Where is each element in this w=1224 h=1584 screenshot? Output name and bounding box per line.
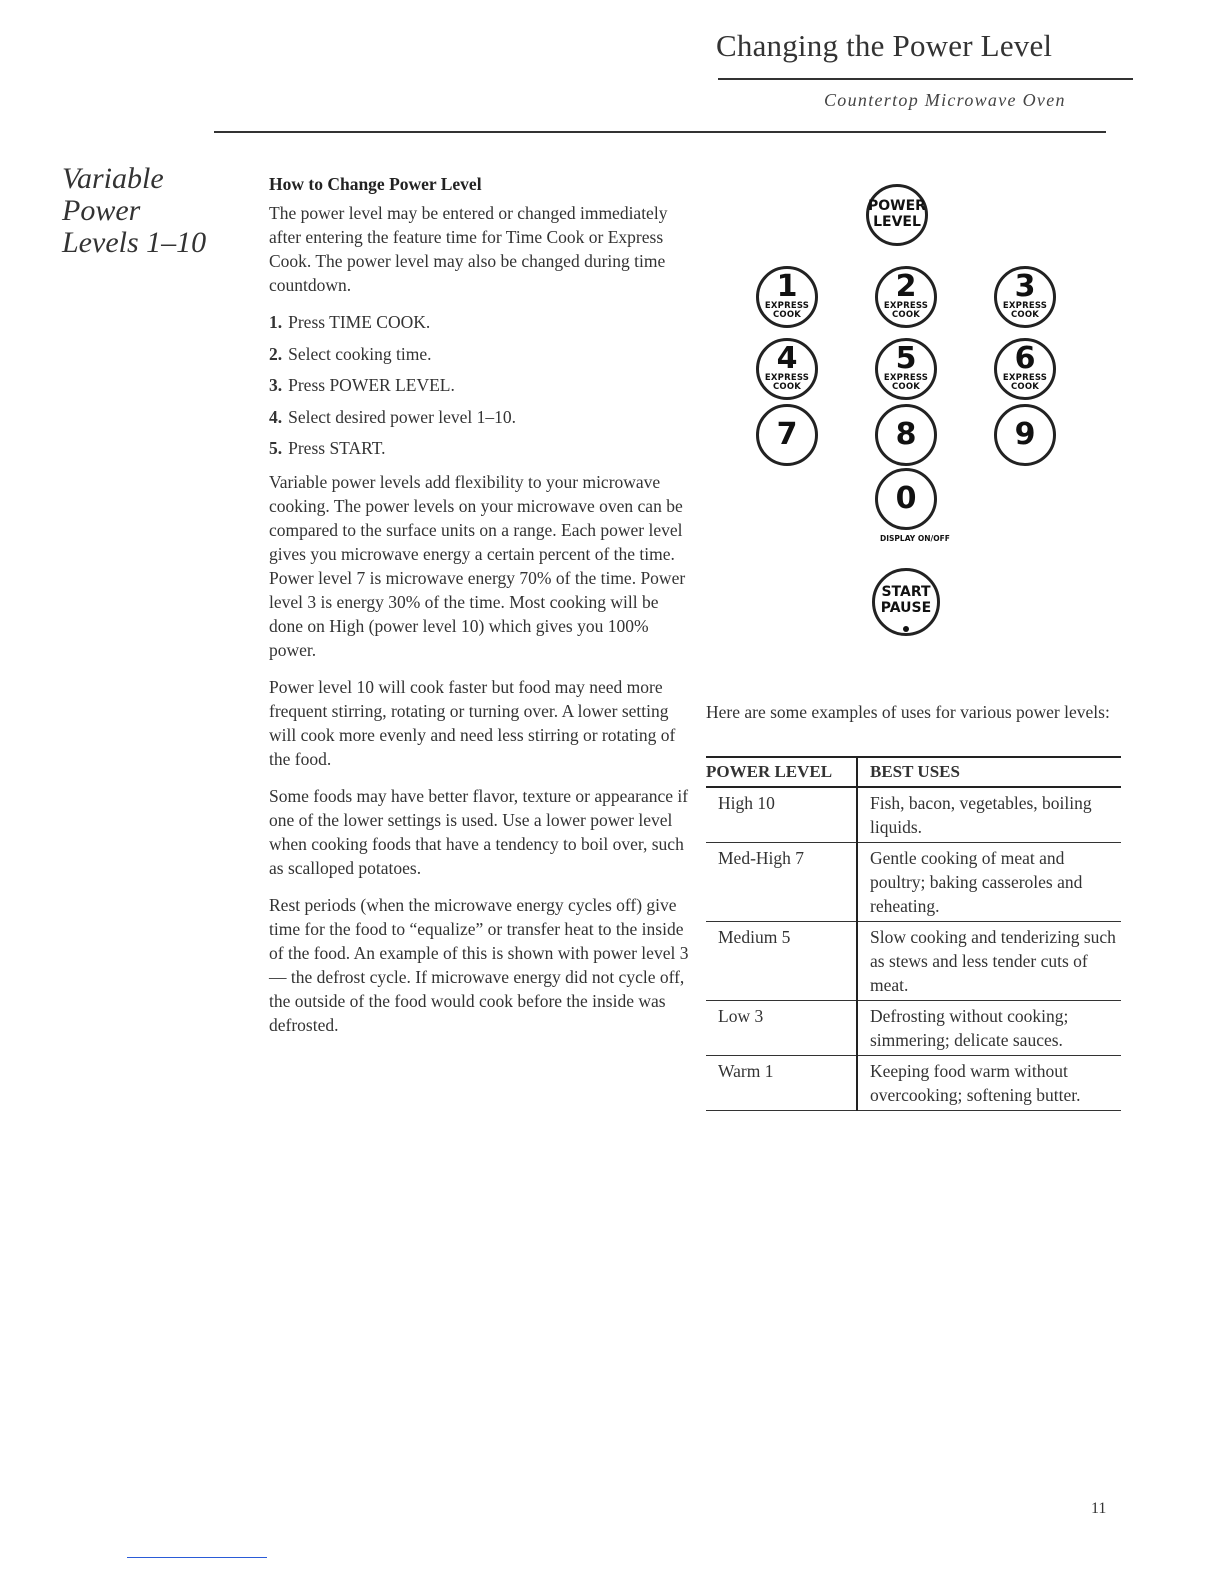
power-level-cell: Med-High 7 bbox=[706, 843, 857, 922]
column-header-power-level: POWER LEVEL bbox=[706, 757, 857, 787]
key-digit: 9 bbox=[1014, 417, 1036, 452]
best-uses-cell: Fish, bacon, vegetables, boiling liquids. bbox=[857, 787, 1121, 843]
number-key-6 bbox=[994, 338, 1056, 400]
key-sublabel: EXPRESS bbox=[764, 301, 810, 311]
table-row bbox=[706, 787, 1121, 843]
number-key-4 bbox=[756, 338, 818, 400]
key-digit: 8 bbox=[895, 417, 917, 452]
key-digit: 2 bbox=[895, 269, 917, 304]
step-number: 3. bbox=[269, 375, 283, 395]
step-text: Select cooking time. bbox=[288, 343, 432, 364]
column-header-best-uses: BEST USES bbox=[857, 757, 1121, 787]
table-row bbox=[706, 922, 1121, 1001]
examples-intro: Here are some examples of uses for various power levels: bbox=[706, 702, 1110, 722]
key-digit: 5 bbox=[895, 341, 917, 376]
number-key-5 bbox=[875, 338, 937, 400]
number-key-8 bbox=[875, 404, 937, 466]
page-title: Changing the Power Level bbox=[716, 28, 1053, 63]
step-text: Select desired power level 1–10. bbox=[288, 406, 517, 427]
step-number: 5. bbox=[269, 438, 283, 458]
power-level-key bbox=[866, 184, 928, 246]
power-level-table bbox=[706, 756, 1121, 1111]
footer-link-underline bbox=[127, 1557, 267, 1558]
section-heading-line: Power bbox=[62, 194, 141, 227]
instructions-subheading: How to Change Power Level bbox=[269, 174, 482, 194]
step-item bbox=[269, 310, 689, 334]
section-heading-line: Variable bbox=[62, 162, 164, 195]
key-sublabel: COOK bbox=[891, 310, 921, 320]
key-digit: 4 bbox=[776, 341, 798, 376]
number-key-2 bbox=[875, 266, 937, 328]
key-sublabel: EXPRESS bbox=[883, 301, 929, 311]
step-text: Press START. bbox=[288, 438, 386, 458]
best-uses-cell: Defrosting without cooking; simmering; delicate sauces. bbox=[857, 1001, 1121, 1056]
keypad-illustration bbox=[740, 180, 1080, 660]
table-header-row bbox=[706, 757, 1121, 787]
steps-list bbox=[269, 310, 689, 460]
key-label: LEVEL bbox=[873, 214, 921, 230]
number-key-0 bbox=[875, 468, 937, 530]
power-level-cell: Low 3 bbox=[706, 1001, 857, 1056]
key-sublabel: EXPRESS bbox=[883, 373, 929, 383]
section-heading-line: Levels 1–10 bbox=[62, 226, 207, 259]
key-sublabel: EXPRESS bbox=[1002, 373, 1048, 383]
instructions-intro: The power level may be entered or changed immediately after entering the feature time for Time Cook or Express Cook. The power level may also be changed during time countdown. bbox=[269, 203, 668, 295]
best-uses-cell: Slow cooking and tenderizing such as stews and less tender cuts of meat. bbox=[857, 922, 1121, 1001]
step-number: 4. bbox=[269, 406, 283, 427]
key-sublabel: COOK bbox=[1010, 310, 1040, 320]
step-text: Press TIME COOK. bbox=[288, 312, 431, 332]
key-label: POWER bbox=[868, 198, 926, 214]
table-row bbox=[706, 843, 1121, 922]
table-row bbox=[706, 1001, 1121, 1056]
start-pause-key bbox=[872, 568, 940, 636]
display-onoff-label: DISPLAY ON/OFF bbox=[880, 534, 950, 543]
step-item bbox=[269, 436, 689, 460]
step-item bbox=[269, 342, 689, 366]
key-label: START bbox=[881, 584, 931, 600]
power-level-cell: Medium 5 bbox=[706, 922, 857, 1001]
step-item bbox=[269, 373, 689, 397]
section-heading bbox=[62, 163, 206, 259]
key-digit: 7 bbox=[776, 417, 798, 452]
page-number: 11 bbox=[1091, 1500, 1107, 1517]
number-key-1 bbox=[756, 266, 818, 328]
step-number: 1. bbox=[269, 312, 283, 332]
best-uses-cell: Gentle cooking of meat and poultry; baking casseroles and reheating. bbox=[857, 843, 1121, 922]
key-digit: 1 bbox=[776, 269, 798, 304]
table-row bbox=[706, 1056, 1121, 1111]
section-rule bbox=[214, 131, 1106, 133]
number-key-3 bbox=[994, 266, 1056, 328]
key-digit: 6 bbox=[1014, 341, 1036, 376]
key-sublabel: COOK bbox=[772, 382, 802, 392]
key-digit: 3 bbox=[1014, 269, 1036, 304]
power-level-cell: High 10 bbox=[706, 787, 857, 843]
key-sublabel: EXPRESS bbox=[1002, 301, 1048, 311]
body-paragraph: Power level 10 will cook faster but food may need more frequent stirring, rotating or turning over. A lower setting will cook more evenly and need less stirring or rotating of the food. bbox=[269, 677, 676, 769]
power-level-cell: Warm 1 bbox=[706, 1056, 857, 1111]
step-item bbox=[269, 405, 689, 429]
header-rule bbox=[718, 78, 1133, 80]
step-text: Press POWER LEVEL. bbox=[288, 375, 455, 395]
key-digit: 0 bbox=[895, 481, 917, 516]
indicator-dot bbox=[903, 626, 909, 632]
number-key-7 bbox=[756, 404, 818, 466]
key-sublabel: COOK bbox=[772, 310, 802, 320]
best-uses-cell: Keeping food warm without overcooking; softening butter. bbox=[857, 1056, 1121, 1111]
key-label: PAUSE bbox=[880, 600, 932, 616]
step-number: 2. bbox=[269, 343, 283, 364]
body-paragraph: Some foods may have better flavor, texture or appearance if one of the lower settings is used. Use a lower power level when cooking foods that have a tendency to boil over, such as scalloped potatoes. bbox=[269, 786, 689, 878]
number-key-9 bbox=[994, 404, 1056, 466]
instructions-column bbox=[269, 174, 689, 1050]
page-subtitle: Countertop Microwave Oven bbox=[824, 90, 1066, 110]
body-paragraph: Variable power levels add flexibility to your microwave cooking. The power levels on your microwave oven can be compared to the surface units on a range. Each power level gives you microwave energy a certain percent of the time. Power level 7 is microwave energy 70% of the time. Power level 3 is energy 30% of the time. Most cooking will be done on High (power level 10) which gives you 100% power. bbox=[269, 472, 686, 660]
key-sublabel: COOK bbox=[891, 382, 921, 392]
body-paragraph: Rest periods (when the microwave energy cycles off) give time for the food to “equalize” or transfer heat to the inside of the food. An example of this is shown with power level 3— the defrost cycle. If microwave energy did not cycle off, the outside of the food would cook before the inside was defrosted. bbox=[269, 895, 689, 1035]
key-sublabel: COOK bbox=[1010, 382, 1040, 392]
key-sublabel: EXPRESS bbox=[764, 373, 810, 383]
